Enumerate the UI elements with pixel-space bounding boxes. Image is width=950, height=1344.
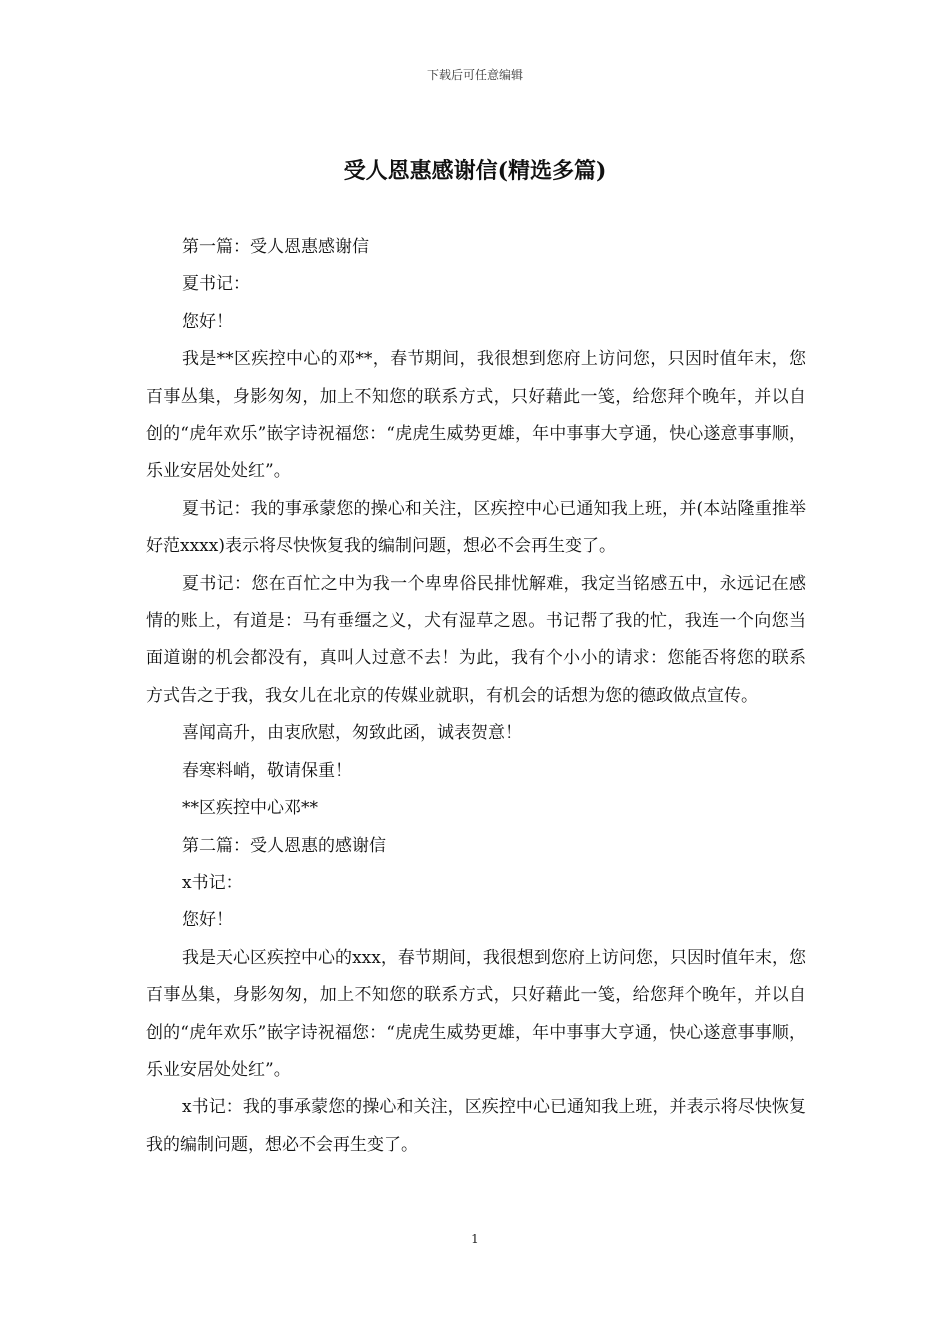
paragraph-signature-1: **区疾控中心邓**: [182, 798, 318, 819]
paragraph-body: x书记：我的事承蒙您的操心和关注，区疾控中心已通知我上班，并表示将尽快恢复我的编制问题，想必不会再生变了。: [146, 1097, 806, 1155]
paragraph-body: 我是天心区疾控中心的xxx，春节期间，我很想到您府上访问您，只因时值年末，您百事丛集，身影匆匆，加上不知您的联系方式，只好藉此一笺，给您拜个晚年，并以自创的“虎年欢乐”嵌字诗祝福您：“虎虎生威势更雄，年中事事大亨通，快心遂意事事顺，乐业安居处处红”。: [146, 947, 806, 1080]
paragraph-section-heading-2: 第二篇：受人恩惠的感谢信: [182, 835, 386, 856]
page-header-note: 下载后可任意编辑: [426, 68, 523, 82]
page-number: 1: [471, 1232, 479, 1246]
paragraph-closing: 喜闻高升，由衷欣慰，匆致此函，诚表贺意！: [182, 723, 522, 744]
paragraph-section-heading-1: 第一篇：受人恩惠感谢信: [182, 237, 369, 257]
paragraph-greeting-2: 您好！: [182, 910, 233, 931]
paragraph-salutation-2: x书记：: [182, 872, 243, 893]
paragraph-salutation-1: 夏书记：: [182, 274, 250, 295]
paragraph-closing: 春寒料峭，敬请保重！: [182, 760, 352, 781]
document-title: 受人恩惠感谢信(精选多篇): [343, 158, 607, 184]
paragraph-body: 夏书记：您在百忙之中为我一个卑卑俗民排忧解难，我定当铭感五中，永远记在感情的账上，有道是：马有垂缰之义，犬有湿草之恩。书记帮了我的忙，我连一个向您当面道谢的机会都没有，真叫人过意不去！为此，我有个小小的请求：您能否将您的联系方式告之于我，我女儿在北京的传媒业就职，有机会的话想为您的德政做点宣传。: [146, 573, 806, 706]
document-body: [146, 229, 806, 1164]
paragraph-body: 我是**区疾控中心的邓**，春节期间，我很想到您府上访问您，只因时值年末，您百事丛集，身影匆匆，加上不知您的联系方式，只好藉此一笺，给您拜个晚年，并以自创的“虎年欢乐”嵌字诗祝福您：“虎虎生威势更雄，年中事事大亨通，快心遂意事事顺，乐业安居处处红”。: [146, 349, 806, 482]
paragraph-greeting-1: 您好！: [182, 311, 233, 332]
paragraph-body: 夏书记：我的事承蒙您的操心和关注，区疾控中心已通知我上班，并(本站隆重推举好范xxxx)表示将尽快恢复我的编制问题，想必不会再生变了。: [146, 498, 806, 557]
